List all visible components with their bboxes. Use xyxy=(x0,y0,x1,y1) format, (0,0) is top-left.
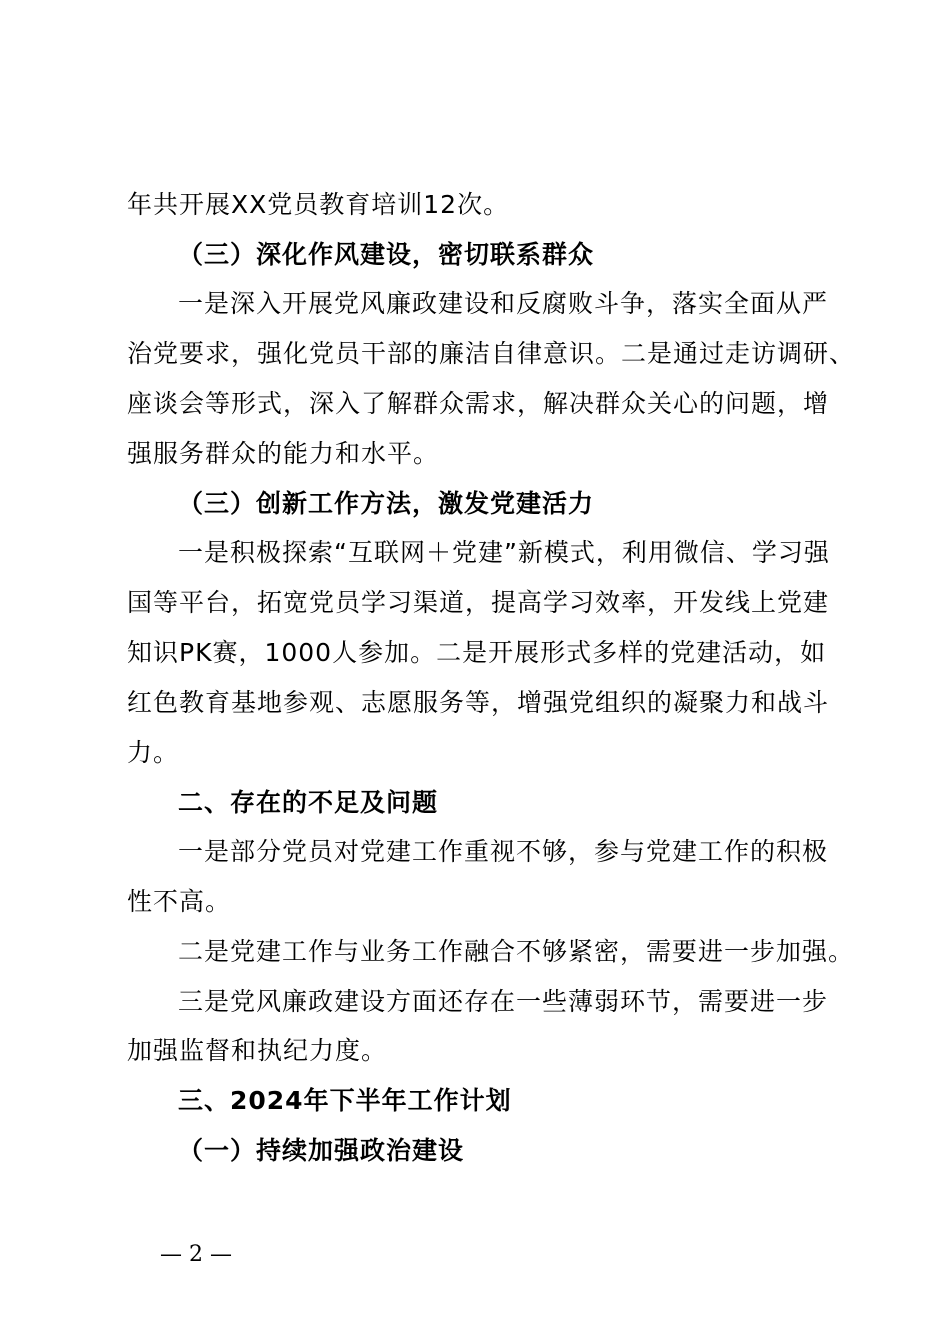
chapter-heading: 三、2024年下半年工作计划 xyxy=(178,1086,512,1115)
section-heading: （三）深化作风建设，密切联系群众 xyxy=(178,240,595,269)
section-heading: （三）创新工作方法，激发党建活力 xyxy=(178,489,595,518)
body-line: 性不高。 xyxy=(127,887,232,916)
body-line: 一是深入开展党风廉政建设和反腐败斗争，落实全面从严 xyxy=(178,289,829,318)
body-line: 三是党风廉政建设方面还存在一些薄弱环节，需要进一步 xyxy=(178,987,829,1016)
body-line: 座谈会等形式，深入了解群众需求，解决群众关心的问题，增 xyxy=(127,389,830,418)
body-line: 红色教育基地参观、志愿服务等，增强党组织的凝聚力和战斗 xyxy=(127,688,830,717)
body-line: 加强监督和执纪力度。 xyxy=(127,1036,388,1065)
body-line: 一是积极探索“互联网＋党建”新模式，利用微信、学习强 xyxy=(178,538,830,567)
body-line: 年共开展XX党员教育培训12次。 xyxy=(127,190,510,219)
chapter-heading: 二、存在的不足及问题 xyxy=(178,788,439,817)
body-line: 力。 xyxy=(127,738,180,767)
body-line: 国等平台，拓宽党员学习渠道，提高学习效率，开发线上党建 xyxy=(127,588,830,617)
body-line: 治党要求，强化党员干部的廉洁自律意识。二是通过走访调研、 xyxy=(127,339,856,368)
body-line: 强服务群众的能力和水平。 xyxy=(127,439,440,468)
body-line: 二是党建工作与业务工作融合不够紧密，需要进一步加强。 xyxy=(178,937,855,966)
body-line: 一是部分党员对党建工作重视不够，参与党建工作的积极 xyxy=(178,837,829,866)
body-line: 知识PK赛，1000人参加。二是开展形式多样的党建活动，如 xyxy=(127,638,827,667)
section-heading: （一）持续加强政治建设 xyxy=(178,1136,465,1165)
page-number: — 2 — xyxy=(160,1242,232,1267)
